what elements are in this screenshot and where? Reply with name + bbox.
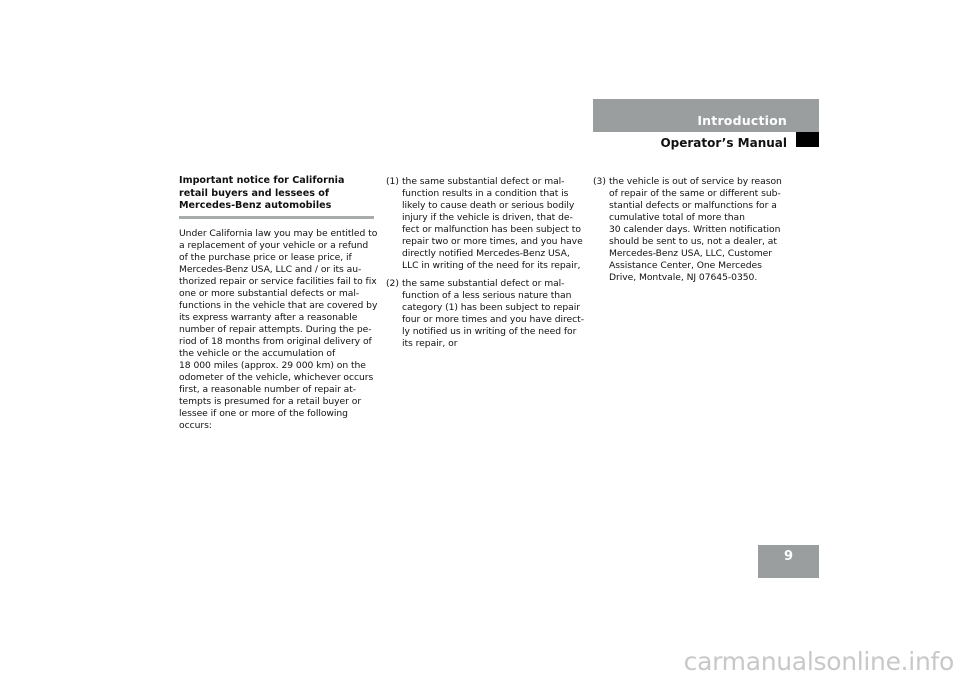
intro-text-line: Under California law you may be entitled to bbox=[179, 228, 378, 239]
intro-text-line: tempts is presumed for a retail buyer or bbox=[179, 396, 362, 407]
condition-text-line: 30 calender days. Written notification bbox=[609, 224, 781, 235]
intro-text-line: lessee if one or more of the following bbox=[179, 408, 348, 419]
condition-text-line: four or more times and you have direct- bbox=[402, 314, 584, 325]
condition-text-line: the same substantial defect or mal- bbox=[402, 278, 565, 289]
intro-text-line: occurs: bbox=[179, 420, 212, 431]
condition-text-line: function of a less serious nature than bbox=[402, 290, 572, 301]
condition-text-line: the vehicle is out of service by reason bbox=[609, 176, 782, 187]
intro-text-line: Mercedes-Benz USA, LLC and / or its au- bbox=[179, 264, 362, 275]
page-number: 9 bbox=[783, 549, 794, 564]
heading-rule bbox=[179, 216, 374, 219]
condition-marker: (2) bbox=[386, 278, 399, 289]
watermark: carmanualsonline.info bbox=[683, 647, 954, 676]
condition-text-line: fect or malfunction has been subject to bbox=[402, 224, 581, 235]
condition-text-line: ly notified us in writing of the need for bbox=[402, 326, 577, 337]
condition-text-line: category (1) has been subject to repair bbox=[402, 302, 580, 313]
condition-text-line: its repair, or bbox=[402, 338, 458, 349]
manual-title: Operator’s Manual bbox=[660, 136, 787, 150]
intro-text-line: riod of 18 months from original delivery of bbox=[179, 336, 372, 347]
condition-text-line: function results in a condition that is bbox=[402, 188, 569, 199]
condition-text-line: directly notified Mercedes-Benz USA, bbox=[402, 248, 570, 259]
condition-text-line: LLC in writing of the need for its repair, bbox=[402, 260, 581, 271]
intro-text-line: a replacement of your vehicle or a refund bbox=[179, 240, 369, 251]
intro-text-line: thorized repair or service facilities fail to fix bbox=[179, 276, 377, 287]
intro-text-line: the vehicle or the accumulation of bbox=[179, 348, 336, 359]
intro-text-line: first, a reasonable number of repair at- bbox=[179, 384, 357, 395]
intro-text-line: 18 000 miles (approx. 29 000 km) on the bbox=[179, 360, 366, 371]
intro-text-line: its express warranty after a reasonable bbox=[179, 312, 358, 323]
section-tab-marker bbox=[796, 132, 819, 147]
condition-text-line: Assistance Center, One Mercedes bbox=[609, 260, 762, 271]
intro-text-line: one or more substantial defects or mal- bbox=[179, 288, 360, 299]
condition-text-line: should be sent to us, not a dealer, at bbox=[609, 236, 777, 247]
condition-text-line: Mercedes-Benz USA, LLC, Customer bbox=[609, 248, 773, 259]
notice-heading bbox=[179, 175, 374, 213]
intro-text-line: functions in the vehicle that are covered by bbox=[179, 300, 378, 311]
condition-text-line: likely to cause death or serious bodily bbox=[402, 200, 575, 211]
notice-heading-line: Important notice for California bbox=[179, 175, 345, 186]
condition-text-line: stantial defects or malfunctions for a bbox=[609, 200, 777, 211]
condition-marker: (1) bbox=[386, 176, 399, 187]
condition-text-line: of repair of the same or different sub- bbox=[609, 188, 781, 199]
intro-text-line: odometer of the vehicle, whichever occurs bbox=[179, 372, 374, 383]
intro-text-line: number of repair attempts. During the pe- bbox=[179, 324, 372, 335]
page-number-box bbox=[758, 545, 819, 578]
condition-marker: (3) bbox=[593, 176, 606, 187]
notice-heading-line: Mercedes-Benz automobiles bbox=[179, 200, 332, 212]
notice-heading-line: retail buyers and lessees of bbox=[179, 187, 330, 199]
condition-text-line: the same substantial defect or mal- bbox=[402, 176, 565, 187]
condition-text-line: Drive, Montvale, NJ 07645-0350. bbox=[609, 272, 758, 283]
condition-text-line: injury if the vehicle is driven, that de- bbox=[402, 212, 573, 223]
intro-text-line: of the purchase price or lease price, if bbox=[179, 252, 352, 263]
section-title: Introduction bbox=[697, 113, 787, 128]
condition-text-line: repair two or more times, and you have bbox=[402, 236, 583, 247]
condition-text-line: cumulative total of more than bbox=[609, 212, 745, 223]
